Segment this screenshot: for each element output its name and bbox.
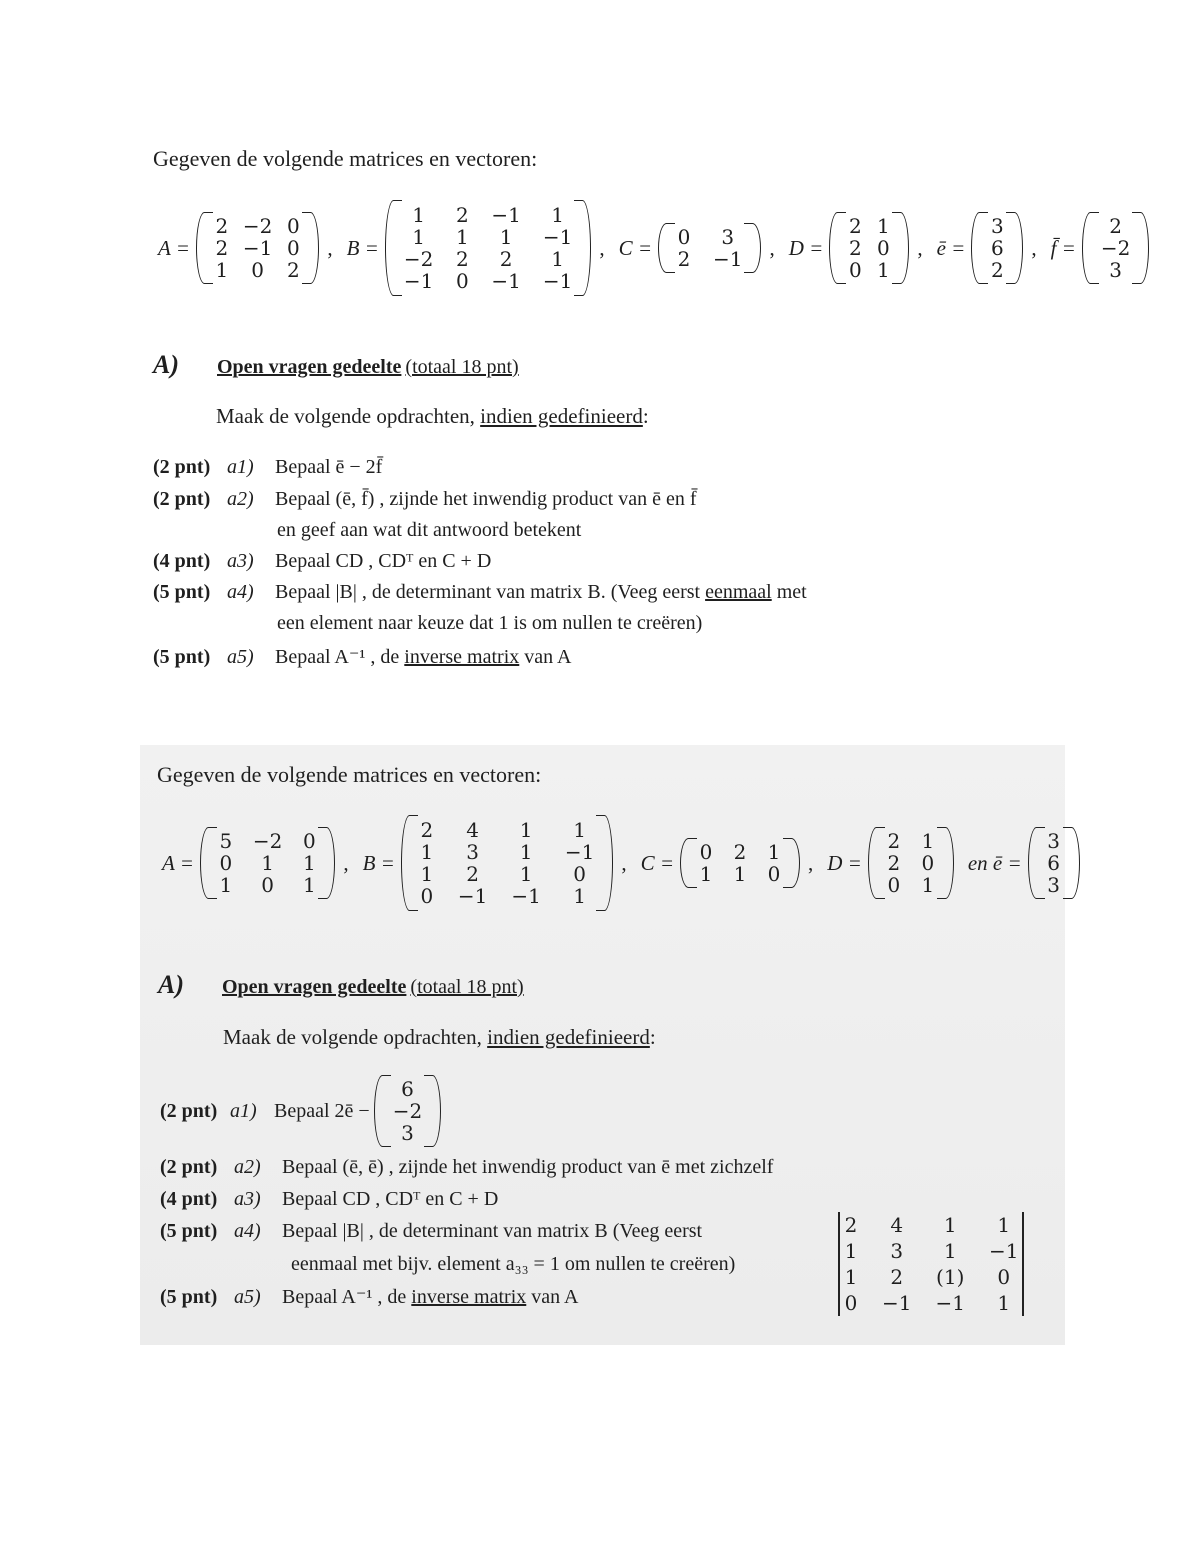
matrix-cell: 0 — [767, 862, 781, 886]
matrix-cell: −2 — [252, 829, 283, 853]
matrix-cell: 1 — [412, 225, 425, 249]
question-a2-line2: en geef aan wat dit antwoord betekent — [277, 519, 582, 541]
matrix-cell: 6 — [990, 236, 1004, 260]
vector-f — [1082, 212, 1149, 284]
matrix-B — [385, 200, 591, 296]
matrix-A — [196, 212, 319, 284]
matrix-cell: 3 — [1109, 258, 1122, 282]
matrix-cell: 2 — [1109, 214, 1122, 238]
matrix-cell: 0 — [286, 236, 300, 260]
question-a1: (2 pnt) a1) Bepaal ē − 2f̄ — [153, 456, 383, 478]
matrix-cell: 1 — [412, 203, 425, 227]
matrix-cell: 6 — [401, 1077, 414, 1101]
matrix-cell: 0 — [286, 214, 300, 238]
matrix-cell: 6 — [1047, 851, 1061, 875]
matrix-cell: 3 — [401, 1121, 414, 1145]
matrix-cell: −1 — [242, 236, 273, 260]
matrix-cell: 4 — [890, 1213, 904, 1237]
matrix-cell: 1 — [420, 862, 434, 886]
matrix-cell: 2 — [466, 862, 479, 886]
matrix-cell: −1 — [542, 269, 573, 293]
matrix-cell: 2 — [455, 203, 469, 227]
matrix-definitions-row: A = 2 −2 0 2 −1 0 1 0 2 , B = 1 2 −1 1 1 1 1 −1 −2 2 2 1 −1 0 −1 −1 , C = 0 3 2 −1 , D = 2 1 2 0 0 1 , ē = 3 6 2 , f̄ = 2 −2 3 — [152, 200, 1149, 296]
matrix-cell: 0 — [251, 258, 264, 282]
question2-a3: (4 pnt) a3) Bepaal CD , CDᵀ en C + D — [160, 1188, 499, 1210]
matrix-cell: 1 — [997, 1213, 1011, 1237]
matrix-cell: −2 — [392, 1099, 423, 1123]
matrix-cell: 4 — [466, 818, 479, 842]
matrix-cell: −1 — [403, 269, 434, 293]
matrix-cell: 1 — [302, 851, 316, 875]
label-A: A = — [158, 235, 190, 260]
matrix-D2 — [868, 827, 954, 899]
label-B: B = — [346, 235, 379, 260]
matrix-definitions-row-2: A = 5 −2 0 0 1 1 1 0 1 , B = 2 4 1 1 1 3 1 −1 1 2 1 0 0 −1 −1 1 , C = 0 2 1 1 1 0 , D = 2 1 2 0 0 1 en ē = 3 6 3 — [156, 815, 1080, 911]
matrix-cell: 0 — [848, 258, 862, 282]
matrix-cell: 1 — [420, 840, 434, 864]
matrix-cell: 0 — [887, 873, 901, 897]
matrix-cell: 3 — [890, 1239, 904, 1263]
matrix-cell: −1 — [882, 1291, 912, 1315]
matrix-cell: 0 — [573, 862, 586, 886]
matrix-C — [658, 223, 761, 273]
matrix-cell: 2 — [455, 247, 469, 271]
matrix-cell: 1 — [519, 818, 533, 842]
matrix-cell: 1 — [943, 1213, 957, 1237]
matrix-cell: −1 — [491, 269, 521, 293]
matrix-cell: 1 — [844, 1265, 858, 1289]
matrix-cell: 1 — [219, 873, 233, 897]
vector-e2 — [1028, 827, 1080, 899]
matrix-cell: 1 — [215, 258, 229, 282]
matrix-cell: 1 — [499, 225, 513, 249]
matrix-cell: 2 — [848, 236, 862, 260]
matrix-cell: 2 — [890, 1265, 904, 1289]
matrix-cell: −1 — [713, 247, 743, 271]
instruction-2: Maak de volgende opdrachten, indien gedefinieerd: — [223, 1025, 656, 1049]
label-C: C = — [618, 235, 652, 260]
matrix-cell: −1 — [457, 884, 488, 908]
determinant-note — [838, 1212, 1024, 1316]
matrix-D — [829, 212, 909, 284]
label-D2: D = — [827, 850, 862, 875]
matrix-cell: 0 — [261, 873, 274, 897]
matrix-cell: 2 — [215, 236, 229, 260]
matrix-cell: −1 — [935, 1291, 965, 1315]
matrix-cell: 1 — [733, 862, 747, 886]
matrix-cell: 2 — [990, 258, 1004, 282]
matrix-cell: 1 — [767, 840, 781, 864]
matrix-cell: 2 — [887, 851, 901, 875]
matrix-cell: 3 — [990, 214, 1004, 238]
matrix-cell: 0 — [699, 840, 713, 864]
matrix-cell: 2 — [844, 1213, 858, 1237]
question-a4-line2: een element naar keuze dat 1 is om nullen te creëren) — [277, 612, 703, 634]
matrix-cell: −2 — [242, 214, 273, 238]
matrix-cell: 0 — [677, 225, 691, 249]
matrix-cell: 1 — [844, 1239, 858, 1263]
section-heading-2: A) Open vragen gedeelte (totaal 18 pnt) — [158, 970, 524, 999]
matrix-cell: 1 — [997, 1291, 1011, 1315]
intro-text: Gegeven de volgende matrices en vectoren: — [153, 146, 538, 171]
matrix-A2 — [200, 827, 335, 899]
label-C2: C = — [640, 850, 674, 875]
matrix-cell: 1 — [921, 829, 935, 853]
matrix-cell: 2 — [848, 214, 862, 238]
label-A2: A = — [162, 850, 194, 875]
matrix-cell: 0 — [876, 236, 890, 260]
label-f: f̄ = — [1050, 235, 1076, 260]
matrix-C2 — [680, 838, 800, 888]
matrix-cell: 1 — [921, 873, 935, 897]
matrix-cell: 1 — [519, 862, 533, 886]
question2-a4-line2: eenmaal met bijv. element a₃₃ = 1 om nullen te creëren) — [291, 1253, 736, 1275]
matrix-cell: 3 — [466, 840, 479, 864]
matrix-cell: 1 — [261, 851, 274, 875]
matrix-cell: 2 — [733, 840, 747, 864]
matrix-cell: 2 — [887, 829, 901, 853]
matrix-cell: 0 — [455, 269, 469, 293]
matrix-cell: 3 — [1047, 829, 1061, 853]
matrix-cell: 1 — [573, 884, 586, 908]
matrix-cell: 1 — [573, 818, 586, 842]
instruction: Maak de volgende opdrachten, indien gedefinieerd: — [216, 404, 649, 428]
matrix-cell: 2 — [499, 247, 513, 271]
matrix-cell: −1 — [988, 1239, 1019, 1263]
matrix-cell: 2 — [215, 214, 229, 238]
label-B2: B = — [362, 850, 395, 875]
question-a5: (5 pnt) a5) Bepaal A⁻¹ , de inverse matrix van A — [153, 646, 572, 668]
intro-text-2: Gegeven de volgende matrices en vectoren: — [157, 762, 542, 787]
matrix-cell: 0 — [997, 1265, 1011, 1289]
matrix-cell: 1 — [551, 247, 564, 271]
matrix-cell: 0 — [420, 884, 434, 908]
matrix-cell: (1) — [936, 1265, 965, 1289]
matrix-cell: 1 — [302, 873, 316, 897]
matrix-cell: 1 — [455, 225, 469, 249]
matrix-cell: 1 — [876, 258, 890, 282]
matrix-cell: 2 — [677, 247, 691, 271]
matrix-cell: −1 — [491, 203, 521, 227]
vector-e — [971, 212, 1023, 284]
question2-a1: (2 pnt) a1) Bepaal 2ē − 6 −2 3 — [160, 1075, 441, 1147]
label-e2: en ē = — [967, 850, 1022, 875]
matrix-cell: 3 — [721, 225, 735, 249]
vector-a1 — [374, 1075, 441, 1147]
question-a2: (2 pnt) a2) Bepaal (ē, f̄) , zijnde het inwendig product van ē en f̄ — [153, 488, 697, 510]
label-D: D = — [788, 235, 824, 260]
matrix-cell: 0 — [921, 851, 935, 875]
question2-a5: (5 pnt) a5) Bepaal A⁻¹ , de inverse matrix van A — [160, 1286, 579, 1308]
matrix-cell: 0 — [219, 851, 233, 875]
matrix-B2 — [401, 815, 613, 911]
matrix-cell: 1 — [519, 840, 533, 864]
question-a4: (5 pnt) a4) Bepaal |B| , de determinant van matrix B. (Veeg eerst eenmaal met — [153, 581, 807, 603]
matrix-cell: −1 — [542, 225, 573, 249]
label-e: ē = — [936, 235, 966, 260]
matrix-cell: 0 — [844, 1291, 858, 1315]
matrix-cell: −2 — [1100, 236, 1131, 260]
question-a3: (4 pnt) a3) Bepaal CD , CDᵀ en C + D — [153, 550, 492, 572]
matrix-cell: 0 — [302, 829, 316, 853]
matrix-cell: −1 — [564, 840, 595, 864]
question2-a4: (5 pnt) a4) Bepaal |B| , de determinant van matrix B (Veeg eerst — [160, 1220, 703, 1242]
matrix-cell: 2 — [420, 818, 434, 842]
matrix-cell: −2 — [403, 247, 434, 271]
matrix-cell: 1 — [943, 1239, 957, 1263]
matrix-cell: 1 — [699, 862, 713, 886]
matrix-cell: 2 — [286, 258, 300, 282]
matrix-cell: 3 — [1047, 873, 1061, 897]
section-heading: A) Open vragen gedeelte (totaal 18 pnt) — [153, 350, 519, 379]
matrix-cell: −1 — [511, 884, 541, 908]
matrix-cell: 1 — [551, 203, 564, 227]
matrix-cell: 5 — [219, 829, 233, 853]
matrix-cell: 1 — [876, 214, 890, 238]
question2-a2: (2 pnt) a2) Bepaal (ē, ē) , zijnde het inwendig product van ē met zichzelf — [160, 1156, 774, 1178]
